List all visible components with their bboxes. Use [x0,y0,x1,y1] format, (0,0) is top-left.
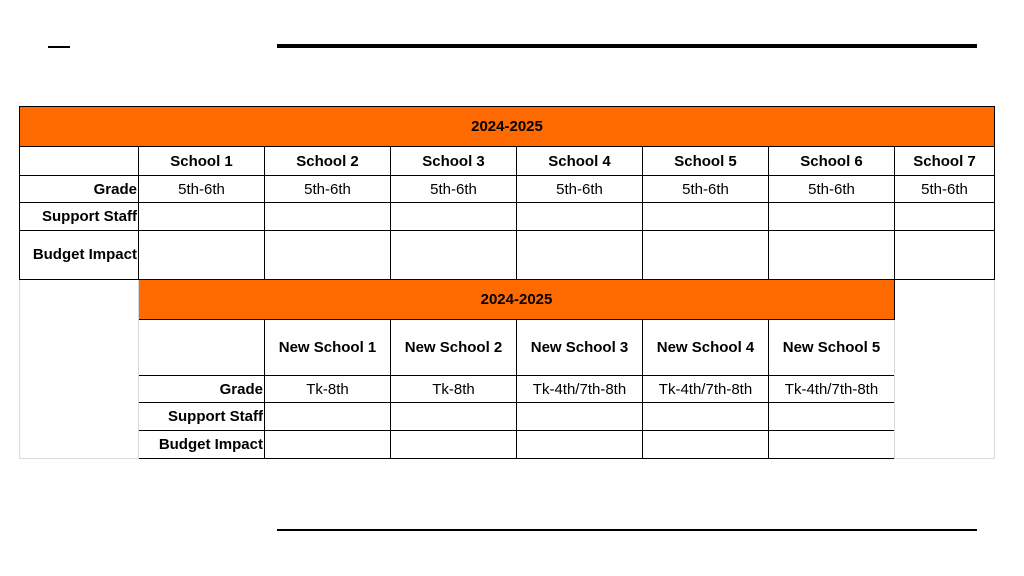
table1-cell [265,203,391,231]
table1-school-header: School 5 [643,147,769,176]
table2-cell [265,431,391,459]
table2-cell [517,403,643,431]
table1-row-label: Support Staff [20,203,139,231]
table2-school-header: New School 3 [517,320,643,376]
dash-mark [48,46,70,48]
table2-header-row [20,320,995,376]
table1-school-header: School 3 [391,147,517,176]
school-staffing-table [19,106,995,459]
table1-school-header: School 1 [139,147,265,176]
table1-cell [391,231,517,280]
table2-cell: Tk-4th/7th-8th [769,376,895,403]
table1-cell: 5th-6th [769,176,895,203]
table2-row-support-staff [20,403,995,431]
table1-school-header: School 2 [265,147,391,176]
bottom-rule [277,529,977,531]
table2-cell: Tk-8th [391,376,517,403]
table1-school-header: School 6 [769,147,895,176]
table2-cell: Tk-4th/7th-8th [643,376,769,403]
table1-cell [643,203,769,231]
table2-row-budget-impact [20,431,995,459]
table1-corner-cell [20,147,139,176]
table1-cell [769,231,895,280]
table2-cell [769,403,895,431]
table2-cell [517,431,643,459]
table1-cell: 5th-6th [265,176,391,203]
table2-row-label: Grade [139,376,265,403]
table1-row-label: Grade [20,176,139,203]
table1-cell: 5th-6th [391,176,517,203]
table1-cell: 5th-6th [643,176,769,203]
table1-cell [769,203,895,231]
table2-cell [643,431,769,459]
table2-cell: Tk-4th/7th-8th [517,376,643,403]
table1-cell: 5th-6th [517,176,643,203]
table2-cell [391,403,517,431]
table2-cell [391,431,517,459]
table1-school-header: School 7 [895,147,995,176]
table1-cell [139,231,265,280]
table1-header-row [20,147,995,176]
table1-cell [265,231,391,280]
table2-row-label: Budget Impact [139,431,265,459]
table2-row-grade [20,376,995,403]
table1-row-budget-impact [20,231,995,280]
table2-cell: Tk-8th [265,376,391,403]
table1-school-header: School 4 [517,147,643,176]
table2-right-spacer [895,280,995,459]
table1-cell [139,203,265,231]
table2-corner-cell [139,320,265,376]
table2-left-spacer [20,280,139,459]
table1-row-label: Budget Impact [20,231,139,280]
table1-cell [391,203,517,231]
table2-row-label: Support Staff [139,403,265,431]
table1-cell [517,231,643,280]
table1-cell [895,203,995,231]
table1-cell: 5th-6th [895,176,995,203]
table2-cell [769,431,895,459]
table2-title: 2024-2025 [139,280,895,320]
table1-cell [643,231,769,280]
top-rule [277,44,977,48]
table2-school-header: New School 4 [643,320,769,376]
table1-title: 2024-2025 [20,107,995,147]
table2-cell [643,403,769,431]
table1-row-grade [20,176,995,203]
table1-cell [517,203,643,231]
table1-cell: 5th-6th [139,176,265,203]
table2-school-header: New School 2 [391,320,517,376]
table1-row-support-staff [20,203,995,231]
table2-school-header: New School 5 [769,320,895,376]
table2-cell [265,403,391,431]
table1-cell [895,231,995,280]
table2-school-header: New School 1 [265,320,391,376]
